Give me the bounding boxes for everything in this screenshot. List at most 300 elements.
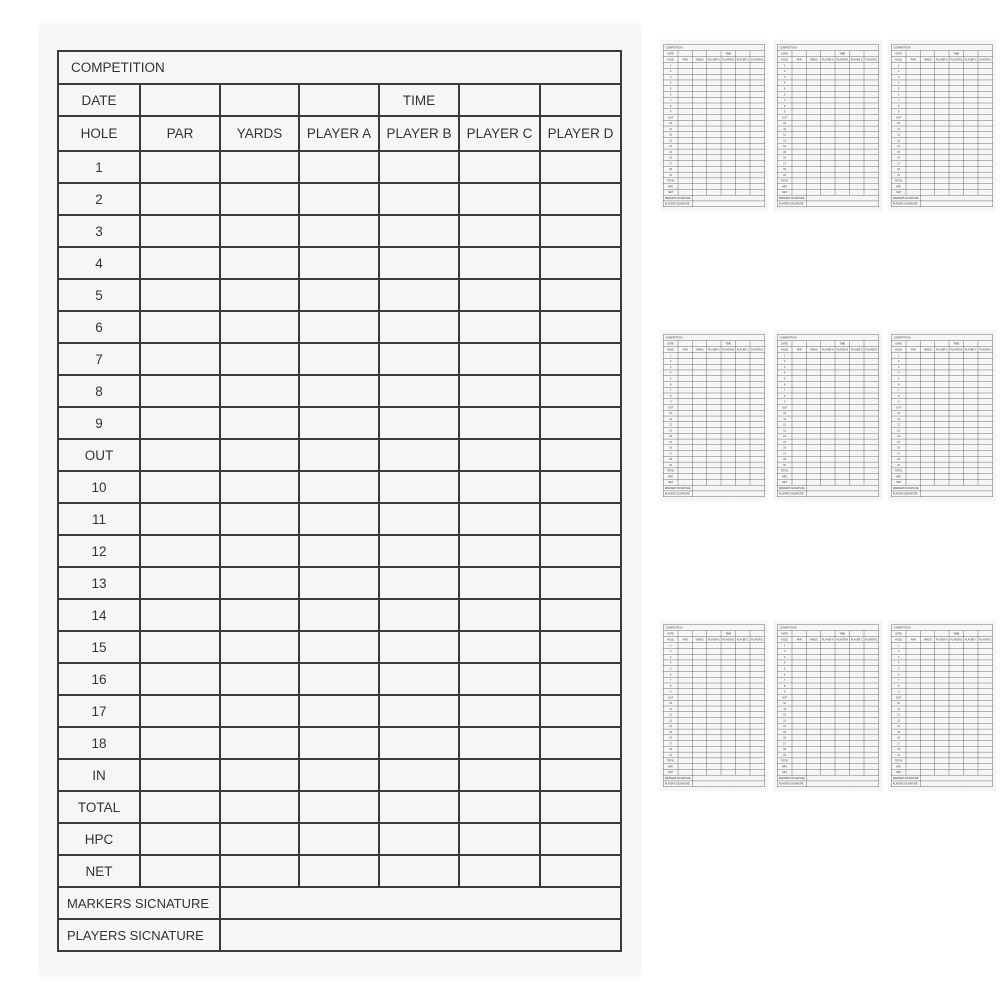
- score-cell[interactable]: [140, 279, 220, 311]
- column-header: PLAYER D: [979, 638, 992, 641]
- score-cell[interactable]: [140, 695, 220, 727]
- signature-label: MARKERS SICNATURE: [778, 486, 805, 490]
- score-cell[interactable]: [459, 439, 540, 471]
- scorecard-table: [777, 335, 879, 497]
- signature-field[interactable]: [806, 781, 878, 787]
- row-label: 6: [777, 381, 792, 387]
- row-label: 10: [777, 700, 792, 706]
- row-label: 11: [891, 416, 906, 422]
- score-cell[interactable]: [459, 567, 540, 599]
- row-label: 2: [777, 648, 792, 654]
- score-cell[interactable]: [379, 727, 459, 759]
- column-header: PLAYER B: [836, 348, 849, 351]
- row-label: 3: [663, 74, 678, 80]
- row-label: 13: [58, 567, 140, 599]
- date-cell[interactable]: [220, 84, 299, 116]
- row-label: 3: [891, 74, 906, 80]
- signature-field[interactable]: [806, 491, 878, 497]
- row-label: 17: [777, 161, 792, 167]
- row-label: 5: [663, 376, 678, 382]
- score-cell[interactable]: [299, 631, 379, 663]
- score-cell[interactable]: [379, 215, 459, 247]
- row-label: HPC: [58, 823, 140, 855]
- score-cell[interactable]: [540, 855, 621, 887]
- row-label: 1: [891, 643, 906, 649]
- signature-label: MARKERS SICNATURE: [892, 196, 919, 200]
- score-cell[interactable]: [459, 535, 540, 567]
- competition-field[interactable]: COMPETITION: [663, 45, 764, 51]
- row-label: 17: [663, 451, 678, 457]
- score-cell[interactable]: [459, 215, 540, 247]
- score-cell[interactable]: [140, 791, 220, 823]
- time-cell[interactable]: [459, 84, 540, 116]
- score-cell[interactable]: [299, 663, 379, 695]
- score-cell[interactable]: [140, 151, 220, 183]
- competition-field[interactable]: COMPETITION: [891, 335, 992, 341]
- score-cell[interactable]: [540, 631, 621, 663]
- score-cell[interactable]: [140, 855, 220, 887]
- scorecard-table: [891, 625, 993, 787]
- score-cell[interactable]: [459, 631, 540, 663]
- score-cell[interactable]: [220, 855, 299, 887]
- score-cell[interactable]: [299, 151, 379, 183]
- table-row: [58, 759, 621, 791]
- column-header: PLAYER C: [850, 638, 863, 641]
- score-cell[interactable]: [140, 599, 220, 631]
- row-label: IN: [891, 462, 906, 468]
- score-cell[interactable]: [220, 759, 299, 791]
- row-label: IN: [777, 172, 792, 178]
- score-cell[interactable]: [299, 183, 379, 215]
- score-cell[interactable]: [220, 727, 299, 759]
- score-cell[interactable]: [379, 695, 459, 727]
- row-label: 16: [891, 445, 906, 451]
- score-cell[interactable]: [140, 663, 220, 695]
- date-time-row: [58, 84, 621, 116]
- score-cell[interactable]: [540, 599, 621, 631]
- score-cell[interactable]: [459, 823, 540, 855]
- score-cell[interactable]: [299, 599, 379, 631]
- signature-label: MARKERS SICNATURE: [778, 196, 805, 200]
- score-cell[interactable]: [379, 183, 459, 215]
- score-cell[interactable]: [220, 823, 299, 855]
- competition-field[interactable]: COMPETITION: [58, 51, 621, 84]
- column-header: PLAYER A: [822, 58, 834, 61]
- column-header: PLAYER D: [979, 348, 992, 351]
- score-cell[interactable]: [140, 503, 220, 535]
- row-label: 3: [777, 74, 792, 80]
- row-label: 10: [663, 700, 678, 706]
- time-cell[interactable]: [540, 84, 621, 116]
- column-header: PLAYER A: [708, 348, 720, 351]
- row-label: 10: [891, 700, 906, 706]
- score-cell[interactable]: [459, 599, 540, 631]
- score-cell[interactable]: [459, 151, 540, 183]
- score-cell[interactable]: [299, 759, 379, 791]
- row-label: OUT: [891, 115, 906, 121]
- score-cell[interactable]: [459, 503, 540, 535]
- competition-field[interactable]: COMPETITION: [663, 335, 764, 341]
- score-cell[interactable]: [220, 663, 299, 695]
- column-header: YARDS: [806, 56, 820, 62]
- row-label: 7: [891, 677, 906, 683]
- score-cell[interactable]: [459, 759, 540, 791]
- column-header: PLAYER D: [865, 58, 878, 61]
- score-cell[interactable]: [540, 567, 621, 599]
- row-label: 5: [891, 376, 906, 382]
- row-label: 5: [777, 86, 792, 92]
- time-label: TIME: [379, 84, 459, 116]
- score-cell[interactable]: [220, 215, 299, 247]
- row-label: 18: [663, 746, 678, 752]
- score-cell[interactable]: [220, 183, 299, 215]
- signature-row: [891, 781, 992, 787]
- signature-field[interactable]: [920, 491, 992, 497]
- date-label: DATE: [777, 631, 792, 637]
- row-label: NET: [777, 189, 792, 195]
- table-row: [58, 695, 621, 727]
- date-label: DATE: [891, 51, 906, 57]
- row-label: 7: [891, 97, 906, 103]
- score-cell[interactable]: [140, 247, 220, 279]
- score-cell[interactable]: [459, 855, 540, 887]
- score-cell[interactable]: [140, 375, 220, 407]
- score-cell[interactable]: [540, 695, 621, 727]
- row-label: 14: [777, 433, 792, 439]
- score-cell[interactable]: [459, 727, 540, 759]
- row-label: 12: [58, 535, 140, 567]
- score-cell[interactable]: [299, 823, 379, 855]
- row-label: 10: [777, 120, 792, 126]
- column-header: PLAYER A: [822, 348, 834, 351]
- score-cell[interactable]: [379, 311, 459, 343]
- score-cell[interactable]: [220, 407, 299, 439]
- score-cell[interactable]: [299, 695, 379, 727]
- score-cell[interactable]: [140, 343, 220, 375]
- row-label: 16: [777, 445, 792, 451]
- score-cell[interactable]: [459, 343, 540, 375]
- score-cell[interactable]: [379, 791, 459, 823]
- time-label: TIME: [721, 51, 735, 57]
- score-cell[interactable]: [540, 247, 621, 279]
- score-cell[interactable]: [299, 791, 379, 823]
- score-cell[interactable]: [140, 631, 220, 663]
- score-cell[interactable]: [220, 631, 299, 663]
- competition-field[interactable]: COMPETITION: [663, 625, 764, 631]
- row-label: 17: [891, 741, 906, 747]
- score-cell[interactable]: [220, 535, 299, 567]
- score-cell[interactable]: [379, 343, 459, 375]
- row-label: NET: [891, 189, 906, 195]
- row-label: IN: [58, 759, 140, 791]
- row-label: 7: [777, 677, 792, 683]
- score-cell[interactable]: [299, 727, 379, 759]
- row-label: 6: [663, 671, 678, 677]
- signature-field[interactable]: [920, 781, 992, 787]
- signature-row: [777, 201, 878, 207]
- row-label: NET: [891, 479, 906, 485]
- score-cell[interactable]: [299, 407, 379, 439]
- row-label: 15: [777, 729, 792, 735]
- row-label: 1: [777, 63, 792, 69]
- row-label: 4: [777, 370, 792, 376]
- row-label: 11: [891, 126, 906, 132]
- score-cell[interactable]: [220, 695, 299, 727]
- row-label: 14: [891, 143, 906, 149]
- row-label: IN: [777, 462, 792, 468]
- row-label: 7: [58, 343, 140, 375]
- score-cell[interactable]: [459, 695, 540, 727]
- score-cell[interactable]: [220, 791, 299, 823]
- row-label: 1: [891, 63, 906, 69]
- competition-field[interactable]: COMPETITION: [891, 45, 992, 51]
- signature-field[interactable]: [692, 491, 764, 497]
- score-cell[interactable]: [379, 407, 459, 439]
- row-label: 4: [891, 370, 906, 376]
- row-label: IN: [663, 752, 678, 758]
- score-cell[interactable]: [379, 663, 459, 695]
- score-cell[interactable]: [220, 439, 299, 471]
- score-cell[interactable]: [220, 311, 299, 343]
- column-header: PAR: [678, 346, 692, 352]
- row-label: 16: [891, 155, 906, 161]
- score-cell[interactable]: [220, 471, 299, 503]
- signature-field[interactable]: [220, 887, 621, 919]
- signature-field[interactable]: [692, 781, 764, 787]
- score-cell[interactable]: [540, 503, 621, 535]
- table-row: [58, 471, 621, 503]
- score-cell[interactable]: [299, 567, 379, 599]
- row-label: 18: [58, 727, 140, 759]
- score-cell[interactable]: [540, 343, 621, 375]
- score-cell[interactable]: [379, 439, 459, 471]
- score-cell[interactable]: [299, 375, 379, 407]
- score-cell[interactable]: [140, 439, 220, 471]
- score-cell[interactable]: [540, 215, 621, 247]
- score-cell[interactable]: [379, 759, 459, 791]
- competition-field[interactable]: COMPETITION: [777, 625, 878, 631]
- score-cell[interactable]: [379, 471, 459, 503]
- column-header: PLAYER D: [751, 58, 764, 61]
- score-cell[interactable]: [540, 311, 621, 343]
- scorecard-thumbnail: [774, 330, 882, 501]
- score-cell[interactable]: [140, 183, 220, 215]
- row-label: 16: [663, 445, 678, 451]
- row-label: 11: [891, 706, 906, 712]
- date-label: DATE: [891, 341, 906, 347]
- row-label: 13: [891, 138, 906, 144]
- score-cell[interactable]: [379, 151, 459, 183]
- row-label: 2: [663, 68, 678, 74]
- score-cell[interactable]: [540, 471, 621, 503]
- row-label: 11: [777, 416, 792, 422]
- score-cell[interactable]: [459, 663, 540, 695]
- score-cell[interactable]: [379, 247, 459, 279]
- column-header: PLAYER B: [836, 58, 849, 61]
- row-label: 8: [891, 103, 906, 109]
- signature-field[interactable]: [220, 919, 621, 951]
- row-label: 1: [891, 353, 906, 359]
- row-label: 18: [891, 456, 906, 462]
- score-cell[interactable]: [299, 503, 379, 535]
- row-label: 3: [663, 364, 678, 370]
- score-cell[interactable]: [379, 855, 459, 887]
- table-row: [58, 535, 621, 567]
- score-cell[interactable]: [459, 407, 540, 439]
- score-cell[interactable]: [459, 247, 540, 279]
- score-cell[interactable]: [299, 471, 379, 503]
- row-label: 7: [663, 97, 678, 103]
- row-label: 5: [663, 666, 678, 672]
- column-header: PLAYER D: [865, 638, 878, 641]
- score-cell[interactable]: [379, 599, 459, 631]
- row-label: OUT: [58, 439, 140, 471]
- score-cell[interactable]: [299, 535, 379, 567]
- score-cell[interactable]: [540, 439, 621, 471]
- row-label: 13: [777, 138, 792, 144]
- column-header: HOLE: [663, 56, 678, 62]
- row-label: 6: [891, 381, 906, 387]
- signature-label: MARKERS SICNATURE: [892, 776, 919, 780]
- column-header: YARDS: [806, 346, 820, 352]
- column-header: PLAYER C: [736, 58, 749, 61]
- row-label: 9: [777, 689, 792, 695]
- row-label: 6: [58, 311, 140, 343]
- row-label: NET: [777, 479, 792, 485]
- row-label: 2: [891, 358, 906, 364]
- row-label: 9: [663, 109, 678, 115]
- score-cell[interactable]: [540, 791, 621, 823]
- signature-label: PLAYERS SICNATURE: [663, 491, 692, 497]
- score-cell[interactable]: [299, 279, 379, 311]
- table-row: [58, 855, 621, 887]
- date-cell[interactable]: [140, 84, 220, 116]
- score-cell[interactable]: [220, 151, 299, 183]
- column-header: PLAYER C: [459, 116, 540, 151]
- score-cell[interactable]: [459, 791, 540, 823]
- score-cell[interactable]: [220, 375, 299, 407]
- score-cell[interactable]: [540, 663, 621, 695]
- scorecard-thumbnail: [888, 330, 996, 501]
- score-cell[interactable]: [540, 727, 621, 759]
- row-label: 3: [663, 654, 678, 660]
- row-label: TOTAL: [891, 178, 906, 184]
- score-cell[interactable]: [140, 535, 220, 567]
- score-cell[interactable]: [220, 567, 299, 599]
- score-cell[interactable]: [140, 759, 220, 791]
- score-cell[interactable]: [459, 471, 540, 503]
- score-cell[interactable]: [140, 471, 220, 503]
- score-cell[interactable]: [140, 727, 220, 759]
- row-label: 6: [891, 91, 906, 97]
- score-cell[interactable]: [379, 823, 459, 855]
- row-label: OUT: [777, 695, 792, 701]
- score-cell[interactable]: [140, 215, 220, 247]
- score-cell[interactable]: [459, 311, 540, 343]
- column-header: PLAYER C: [736, 638, 749, 641]
- table-row: [58, 279, 621, 311]
- row-label: 9: [663, 399, 678, 405]
- scorecard-table: [663, 625, 765, 787]
- score-cell[interactable]: [299, 439, 379, 471]
- score-cell[interactable]: [220, 279, 299, 311]
- time-label: TIME: [835, 341, 849, 347]
- row-label: 8: [663, 683, 678, 689]
- row-label: 16: [777, 155, 792, 161]
- signature-row: [891, 201, 992, 207]
- column-header: YARDS: [692, 346, 706, 352]
- date-cell[interactable]: [299, 84, 379, 116]
- row-label: OUT: [777, 405, 792, 411]
- signature-row: [663, 781, 764, 787]
- score-cell[interactable]: [140, 407, 220, 439]
- row-label: 8: [777, 393, 792, 399]
- score-cell[interactable]: [379, 375, 459, 407]
- score-cell[interactable]: [459, 375, 540, 407]
- signature-row: [663, 491, 764, 497]
- score-cell[interactable]: [220, 247, 299, 279]
- score-cell[interactable]: [379, 535, 459, 567]
- score-cell[interactable]: [379, 279, 459, 311]
- table-row: [58, 727, 621, 759]
- score-cell[interactable]: [299, 343, 379, 375]
- signature-field[interactable]: [806, 201, 878, 207]
- score-cell[interactable]: [299, 247, 379, 279]
- date-label: DATE: [663, 341, 678, 347]
- competition-field[interactable]: COMPETITION: [891, 625, 992, 631]
- signature-label: MARKERS SICNATURE: [778, 776, 805, 780]
- score-cell[interactable]: [540, 535, 621, 567]
- score-cell[interactable]: [379, 567, 459, 599]
- score-cell[interactable]: [459, 279, 540, 311]
- row-label: 8: [891, 393, 906, 399]
- score-cell[interactable]: [540, 151, 621, 183]
- row-label: 6: [891, 671, 906, 677]
- scorecard-table: [663, 45, 765, 207]
- score-cell[interactable]: [140, 823, 220, 855]
- score-cell[interactable]: [540, 183, 621, 215]
- score-cell[interactable]: [299, 215, 379, 247]
- score-cell[interactable]: [299, 311, 379, 343]
- score-cell[interactable]: [540, 823, 621, 855]
- score-cell[interactable]: [459, 183, 540, 215]
- table-row: [58, 151, 621, 183]
- score-cell[interactable]: [140, 567, 220, 599]
- column-header: PLAYER C: [736, 348, 749, 351]
- score-cell[interactable]: [540, 279, 621, 311]
- score-cell[interactable]: [540, 375, 621, 407]
- row-label: 5: [777, 376, 792, 382]
- competition-field[interactable]: COMPETITION: [777, 335, 878, 341]
- signature-field[interactable]: [692, 201, 764, 207]
- score-cell[interactable]: [379, 503, 459, 535]
- score-cell[interactable]: [299, 855, 379, 887]
- score-cell[interactable]: [379, 631, 459, 663]
- competition-field[interactable]: COMPETITION: [777, 45, 878, 51]
- score-cell[interactable]: [220, 343, 299, 375]
- row-label: 18: [663, 456, 678, 462]
- time-label: TIME: [949, 51, 963, 57]
- column-header: HOLE: [777, 636, 792, 642]
- row-label: 8: [58, 375, 140, 407]
- score-cell[interactable]: [220, 503, 299, 535]
- score-cell[interactable]: [540, 407, 621, 439]
- score-cell[interactable]: [540, 759, 621, 791]
- signature-field[interactable]: [920, 201, 992, 207]
- score-cell[interactable]: [220, 599, 299, 631]
- score-cell[interactable]: [140, 311, 220, 343]
- signature-row: [777, 491, 878, 497]
